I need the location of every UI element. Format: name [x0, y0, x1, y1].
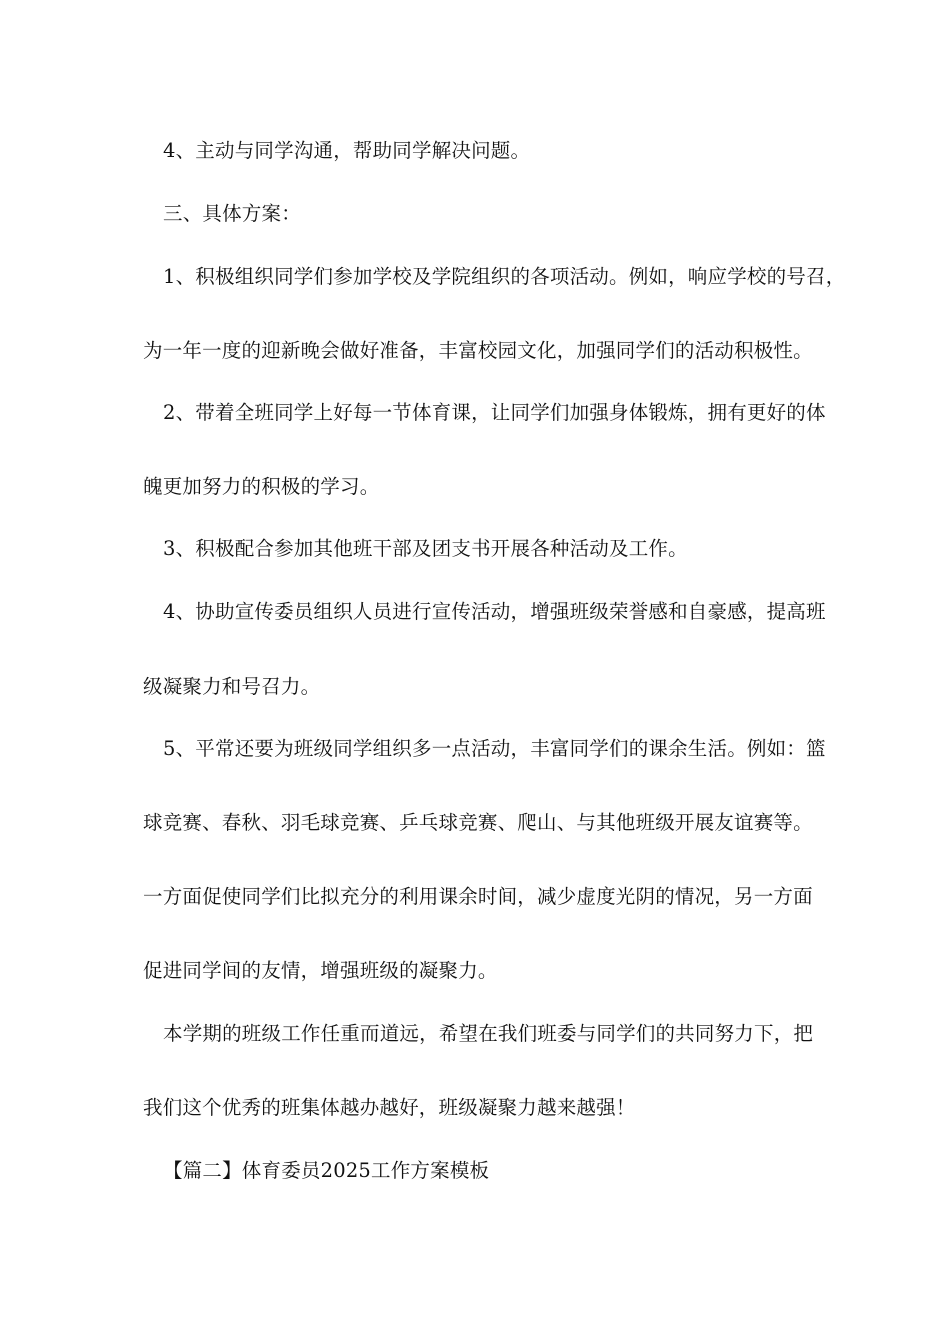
text-line: 4、主动与同学沟通，帮助同学解决问题。 — [163, 139, 531, 162]
text-line: 本学期的班级工作任重而道远，希望在我们班委与同学们的共同努力下，把 — [163, 1022, 814, 1045]
text-line: 魄更加努力的积极的学习。 — [143, 475, 380, 498]
text-line: 3、积极配合参加其他班干部及团支书开展各种活动及工作。 — [163, 537, 688, 560]
text-line: 一方面促使同学们比拟充分的利用课余时间，减少虚度光阴的情况，另一方面 — [143, 885, 813, 908]
section-heading: 三、具体方案： — [163, 202, 301, 225]
section-title: 【篇二】体育委员2025工作方案模板 — [163, 1159, 490, 1182]
text-line: 1、积极组织同学们参加学校及学院组织的各项活动。例如，响应学校的号召， — [163, 265, 846, 288]
text-line: 我们这个优秀的班集体越办越好，班级凝聚力越来越强！ — [143, 1096, 636, 1119]
text-line: 4、协助宣传委员组织人员进行宣传活动，增强班级荣誉感和自豪感，提高班 — [163, 600, 826, 623]
text-line: 2、带着全班同学上好每一节体育课，让同学们加强身体锻炼，拥有更好的体 — [163, 401, 826, 424]
text-line: 5、平常还要为班级同学组织多一点活动，丰富同学们的课余生活。例如：篮 — [163, 737, 826, 760]
text-line: 促进同学间的友情，增强班级的凝聚力。 — [143, 959, 498, 982]
text-line: 级凝聚力和号召力。 — [143, 675, 321, 698]
text-line: 为一年一度的迎新晚会做好准备，丰富校园文化，加强同学们的活动积极性。 — [143, 339, 813, 362]
text-line: 球竞赛、春秋、羽毛球竞赛、乒乓球竞赛、爬山、与其他班级开展友谊赛等。 — [143, 811, 813, 834]
